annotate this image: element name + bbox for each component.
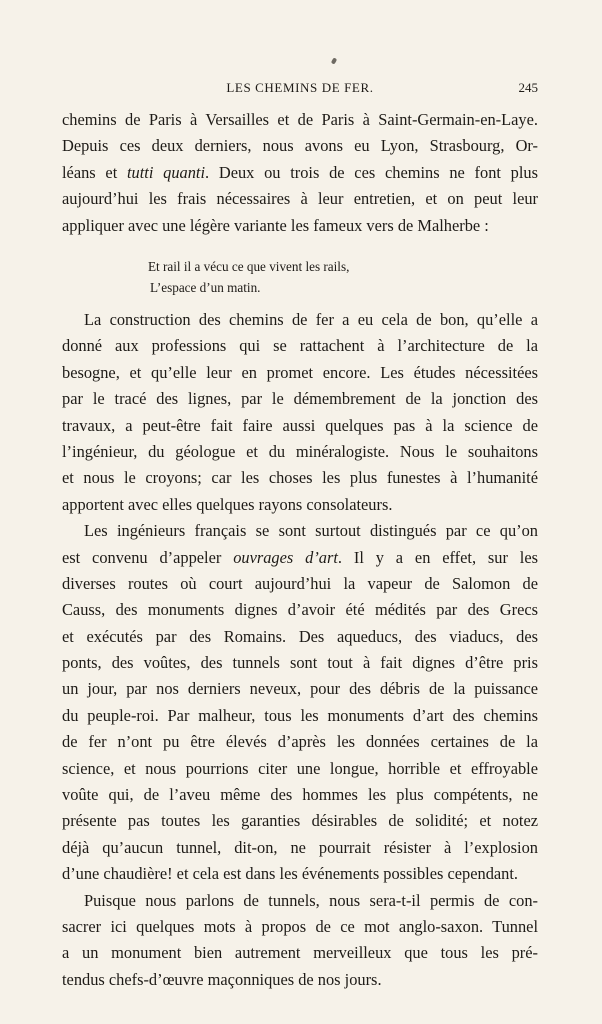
- text-line: travaux, a peut-être fait faire aussi quelques pas à la science de: [62, 415, 538, 435]
- text-line: aujourd’hui les frais nécessaires à leur entretien, et on peut leur: [62, 189, 538, 209]
- running-title: LES CHEMINS DE FER.: [226, 80, 374, 95]
- text-line: [62, 545, 538, 571]
- verse-line: L’espace d’un matin.: [150, 280, 261, 295]
- text-line: sacrer ici quelques mots à propos de ce mot anglo-saxon. Tunnel: [62, 916, 538, 936]
- page-number: 245: [518, 80, 538, 95]
- text-line: chemins de Paris à Versailles et de Paris à Saint-Germain-en-Laye.: [62, 110, 538, 129]
- italic-phrase: ouvrages d’art: [233, 547, 338, 567]
- running-head: [62, 78, 538, 98]
- text-line: voûte qui, de l’aveu même des hommes les plus compétents, ne: [62, 785, 538, 805]
- text-run: est convenu d’appeler: [62, 547, 234, 567]
- paragraph-4: [62, 888, 538, 994]
- body-text: [62, 307, 538, 993]
- text-line: apportent avec elles quelques rayons consolateurs.: [62, 494, 393, 514]
- text-line: déjà qu’aucun tunnel, dit-on, ne pourrait résister à l’explosion: [62, 837, 538, 857]
- paragraph-3: [62, 518, 538, 887]
- text-line: et exécutés par des Romains. Des aqueducs, des viaducs, des: [62, 626, 538, 646]
- text-line: du peuple-roi. Par malheur, tous les monuments d’art des chemins: [62, 705, 538, 725]
- text-run: léans et: [62, 162, 127, 182]
- text-line: tendus chefs-d’œuvre maçonniques de nos jours.: [62, 969, 382, 989]
- text-line: appliquer avec une légère variante les fameux vers de Malherbe :: [62, 215, 489, 235]
- text-line: Puisque nous parlons de tunnels, nous sera-t-il permis de con-: [84, 890, 538, 910]
- text-line: Depuis ces deux derniers, nous avons eu Lyon, Strasbourg, Or-: [62, 136, 538, 156]
- verse-line: Et rail il a vécu ce que vivent les rails,: [148, 259, 350, 274]
- text-line: La construction des chemins de fer a eu cela de bon, qu’elle a: [84, 310, 538, 329]
- text-run: . Deux ou trois de ces chemins ne font plus: [205, 162, 538, 182]
- text-line: l’ingénieur, du géologue et du minéralogiste. Nous le souhaitons: [62, 441, 538, 461]
- text-run: . Il y a en effet, sur les: [337, 547, 538, 567]
- text-line: [62, 160, 538, 186]
- text-line: a un monument bien autrement merveilleux que tous les pré-: [62, 943, 538, 963]
- ink-speck: [331, 57, 337, 64]
- text-line: science, et nous pourrions citer une longue, horrible et effroyable: [62, 758, 538, 778]
- paragraph-2: [62, 307, 538, 518]
- text-line: besogne, et qu’elle leur en promet encore. Les études nécessitées: [62, 362, 538, 382]
- text-line: présente pas toutes les garanties désirables de solidité; et notez: [62, 811, 538, 831]
- text-line: de fer n’ont pu être élevés d’après les données certaines de la: [62, 732, 538, 752]
- text-line: d’une chaudière! et cela est dans les événements possibles cependant.: [62, 864, 519, 884]
- text-line: diverses routes où court aujourd’hui la vapeur de Salomon de: [62, 573, 538, 593]
- text-line: Causs, des monuments dignes d’avoir été médités par des Grecs: [62, 600, 538, 620]
- text-line: un jour, par nos derniers neveux, pour des débris de la puissance: [62, 679, 538, 699]
- text-line: Les ingénieurs français se sont surtout distingués par ce qu’on: [84, 521, 538, 541]
- text-line: ponts, des voûtes, des tunnels sont tout à fait dignes d’être pris: [62, 653, 538, 673]
- paragraph-1: [62, 107, 538, 239]
- text-line: donné aux professions qui se rattachent à l’architecture de la: [62, 336, 538, 356]
- verse-quotation: [148, 256, 468, 298]
- text-line: et nous le croyons; car les choses les plus funestes à l’humanité: [62, 468, 538, 488]
- text-line: par le tracé des lignes, par le démembrement de la jonction des: [62, 389, 538, 409]
- italic-phrase: tutti quanti: [126, 162, 206, 182]
